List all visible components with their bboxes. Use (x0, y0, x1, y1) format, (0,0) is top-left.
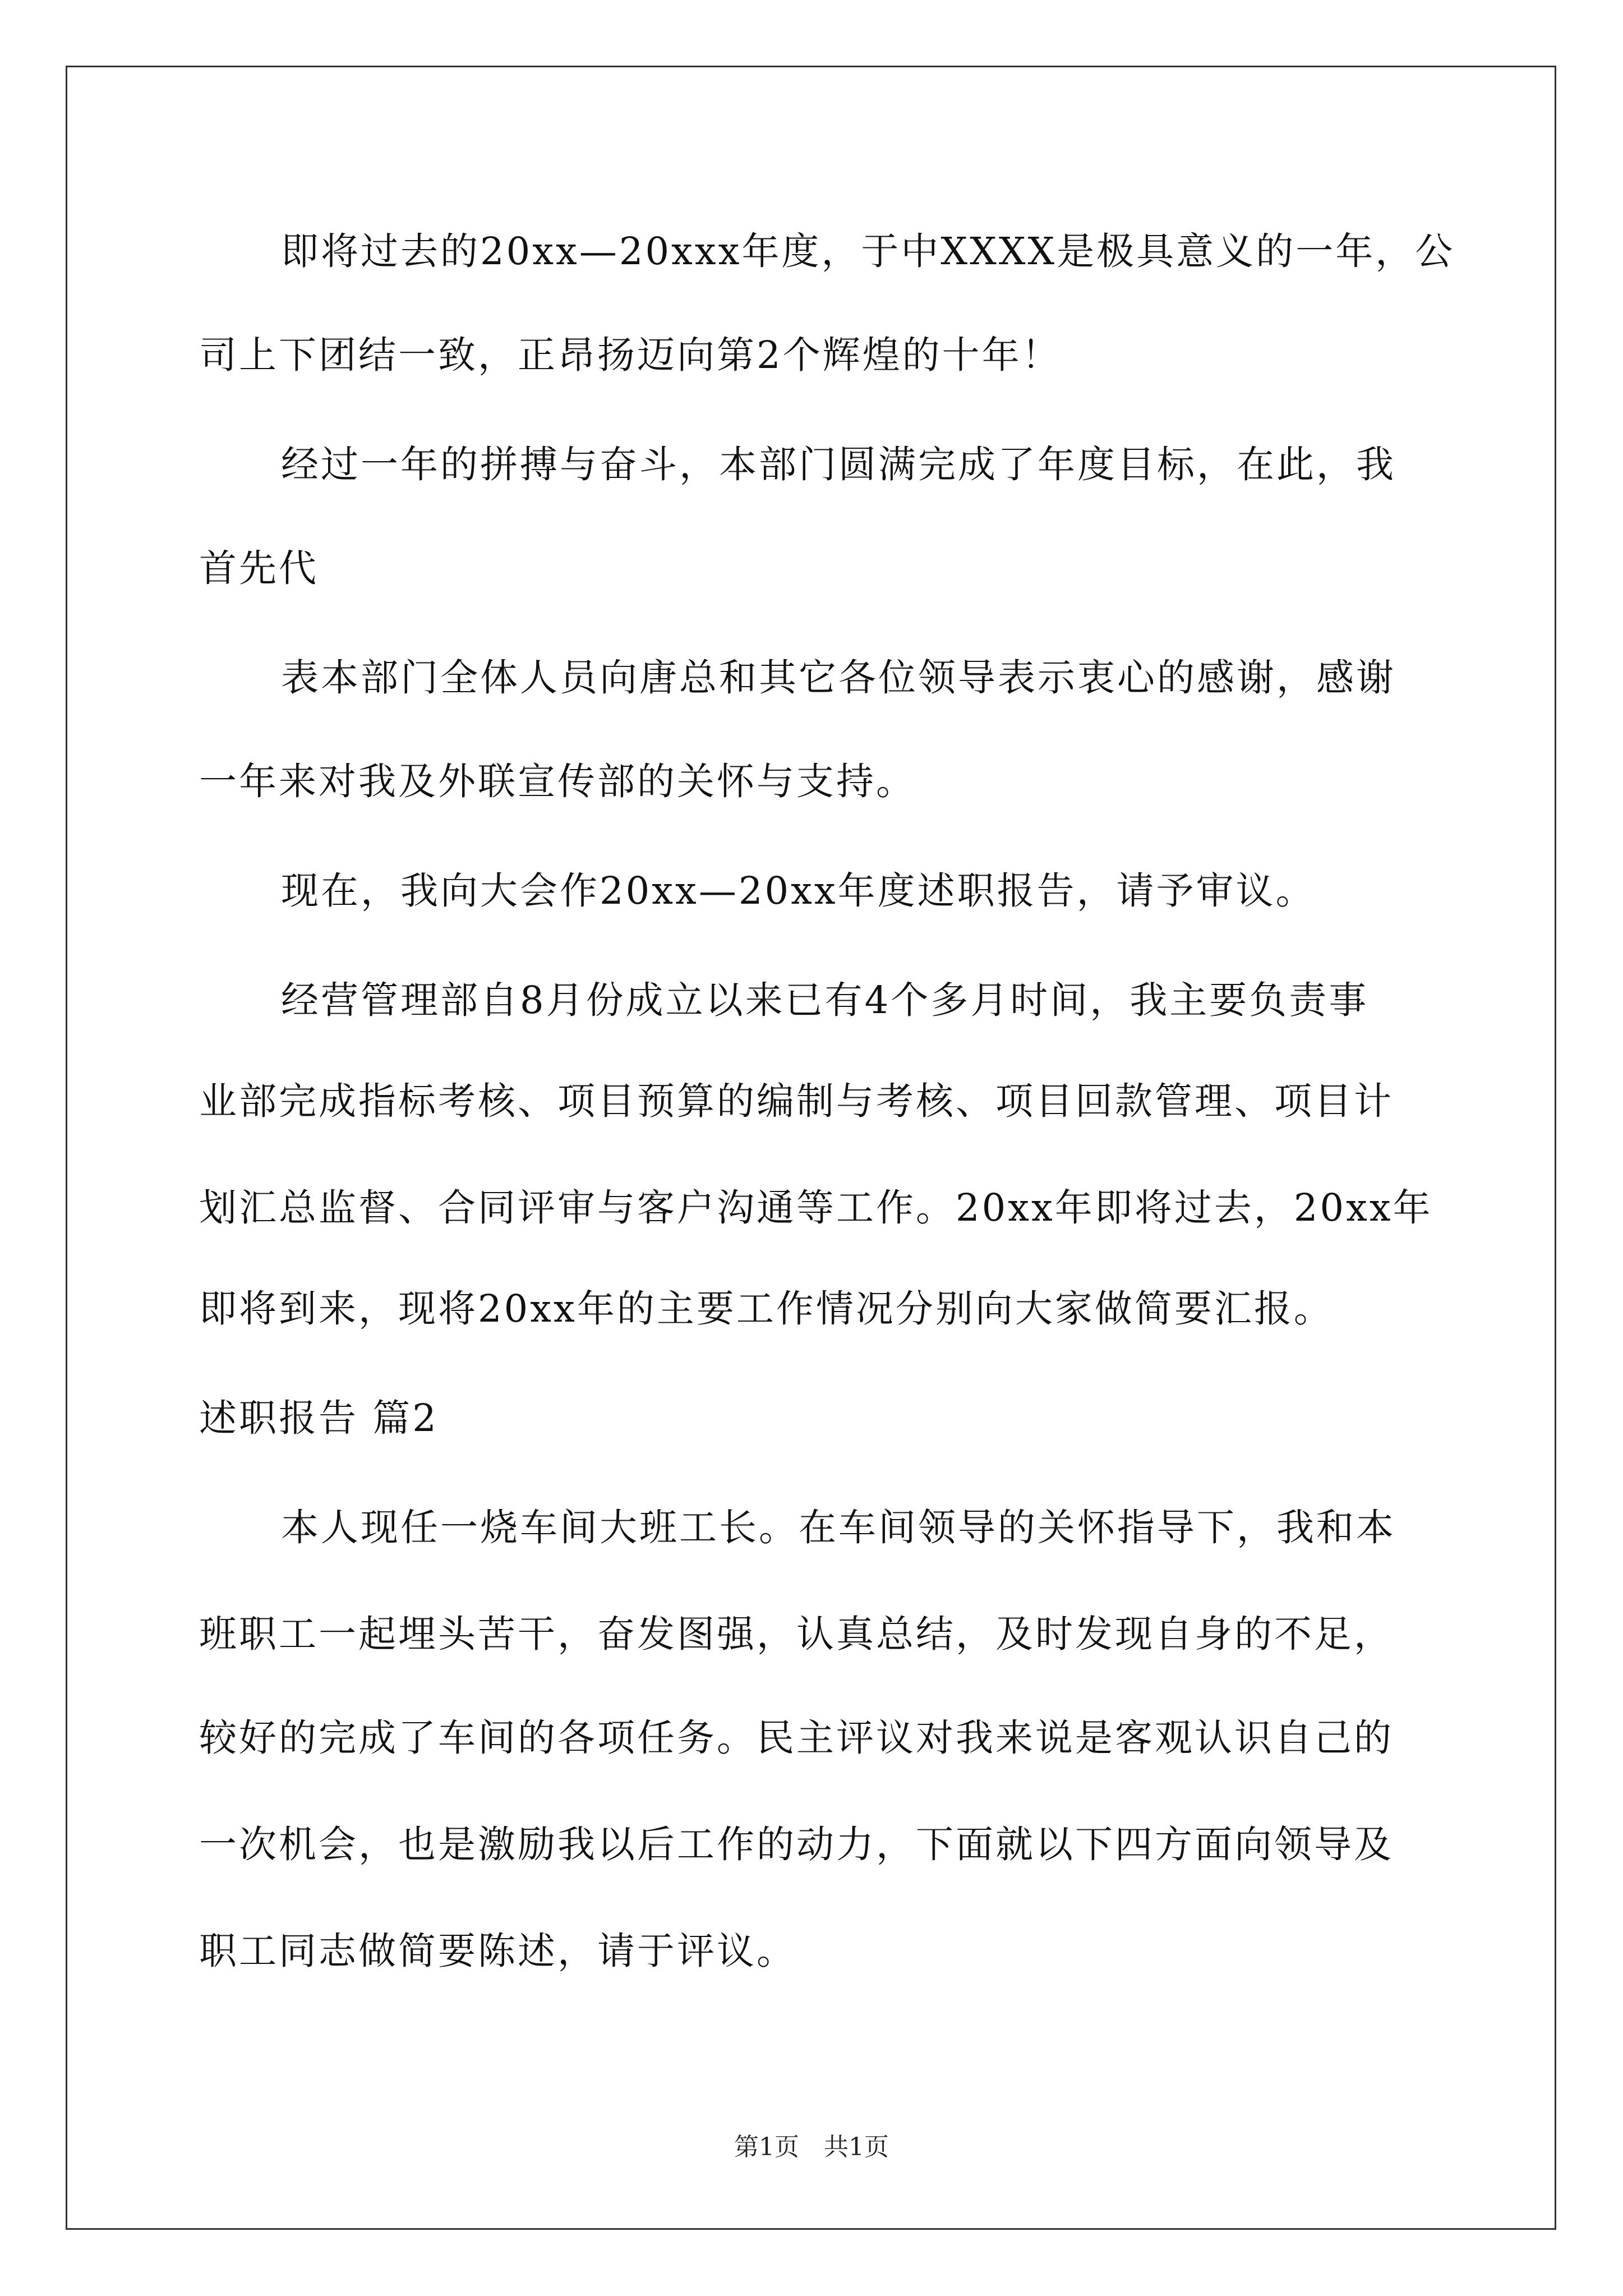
text-line: 表本部门全体人员向唐总和其它各位领导表示衷心的感谢，感谢 (281, 656, 1396, 700)
text-line: 职工同志做简要陈述，请于评议。 (199, 1929, 796, 1973)
text-line: 首先代 (199, 546, 319, 590)
page-number-footer: 第1页 共1页 (734, 2133, 889, 2161)
text-line: 即将到来，现将20xx年的主要工作情况分别向大家做简要汇报。 (199, 1287, 1334, 1331)
text-line: 划汇总监督、合同评审与客户沟通等工作。20xx年即将过去，20xx年 (199, 1186, 1433, 1230)
text-line: 即将过去的20xx—20xxx年度，于中XXXX是极具意义的一年，公 (281, 229, 1455, 273)
text-line: 经营管理部自8月份成立以来已有4个多月时间，我主要负责事 (281, 978, 1369, 1022)
text-line: 较好的完成了车间的各项任务。民主评议对我来说是客观认识自己的 (199, 1716, 1394, 1760)
text-line: 班职工一起埋头苦干，奋发图强，认真总结，及时发现自身的不足， (199, 1612, 1394, 1656)
section-heading: 述职报告 篇2 (199, 1396, 439, 1440)
text-line: 业部完成指标考核、项目预算的编制与考核、项目回款管理、项目计 (199, 1079, 1394, 1123)
text-line: 本人现任一烧车间大班工长。在车间领导的关怀指导下，我和本 (281, 1506, 1396, 1549)
text-line: 司上下团结一致，正昂扬迈向第2个辉煌的十年！ (199, 333, 1062, 377)
page-border (66, 66, 1556, 2230)
text-line: 经过一年的拼搏与奋斗，本部门圆满完成了年度目标，在此，我 (281, 443, 1396, 486)
text-line: 现在，我向大会作20xx—20xx年度述职报告，请予审议。 (281, 869, 1316, 913)
text-line: 一次机会，也是激励我以后工作的动力，下面就以下四方面向领导及 (199, 1823, 1394, 1866)
text-line: 一年来对我及外联宣传部的关怀与支持。 (199, 760, 916, 803)
